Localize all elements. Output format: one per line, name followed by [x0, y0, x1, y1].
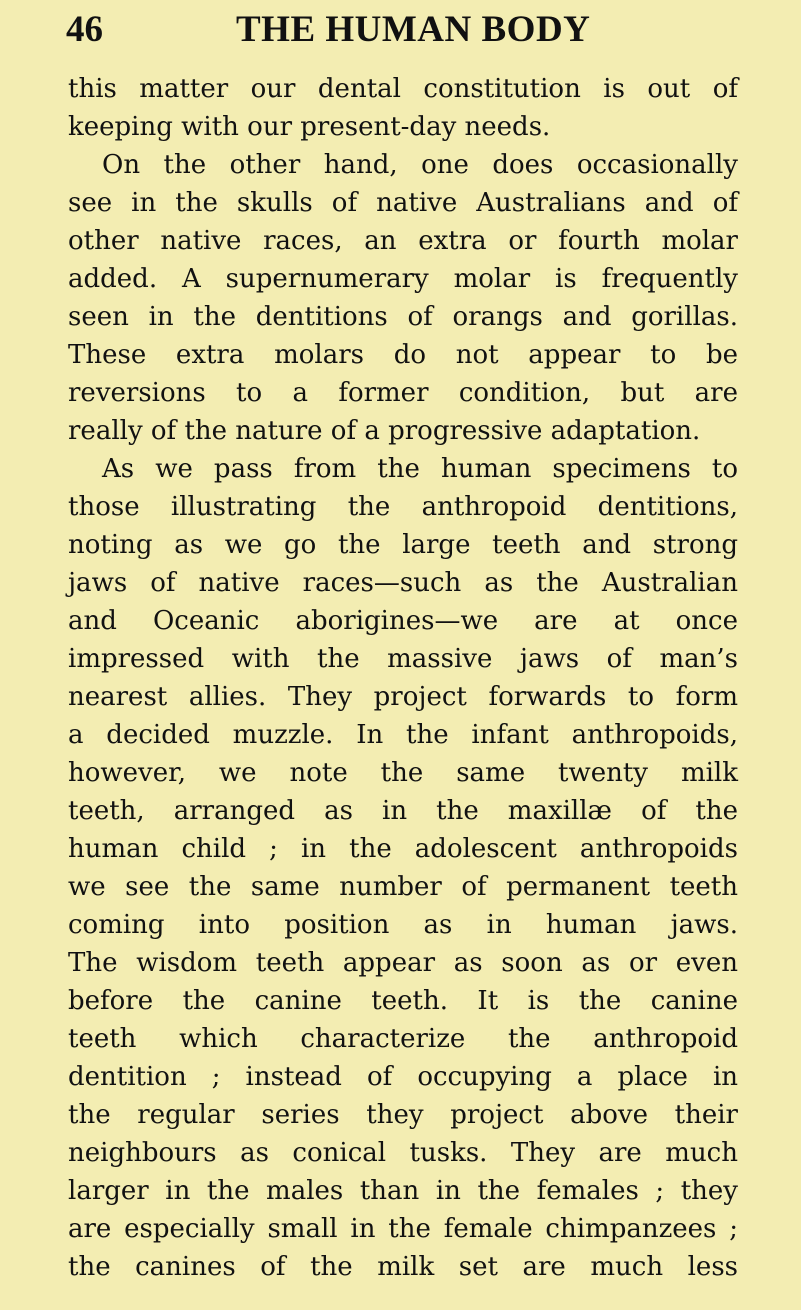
text-line: keeping with our present-day needs. [68, 112, 551, 142]
text-line: noting as we go the large teeth and strong [68, 530, 738, 560]
text-line: On the other hand, one does occasionally [102, 150, 738, 180]
text-line: are especially small in the female chimpanzees ; [68, 1214, 738, 1244]
running-title: THE HUMAN BODY [236, 9, 591, 50]
text-line: human child ; in the adolescent anthropoids [68, 834, 738, 864]
text-line: the regular series they project above their [68, 1100, 738, 1130]
text-line: The wisdom teeth appear as soon as or even [68, 948, 738, 978]
text-line: a decided muzzle. In the infant anthropoids, [68, 720, 738, 750]
text-line: These extra molars do not appear to be [68, 340, 738, 370]
text-line: reversions to a former condition, but are [68, 378, 738, 408]
text-line: impressed with the massive jaws of man’s [68, 644, 738, 674]
text-line: jaws of native races—such as the Australian [68, 568, 738, 598]
text-line: and Oceanic aborigines—we are at once [68, 606, 738, 636]
text-line: teeth, arranged as in the maxillæ of the [68, 796, 738, 826]
text-line: those illustrating the anthropoid dentitions, [68, 492, 738, 522]
text-line: really of the nature of a progressive adaptation. [68, 416, 701, 446]
text-line: the canines of the milk set are much less [68, 1252, 738, 1282]
page-header [66, 8, 746, 52]
text-line: neighbours as conical tusks. They are much [68, 1138, 738, 1168]
text-line: nearest allies. They project forwards to form [68, 682, 738, 712]
text-line: larger in the males than in the females ; they [68, 1176, 738, 1206]
text-line: see in the skulls of native Australians and of [68, 188, 738, 218]
text-line: however, we note the same twenty milk [68, 758, 738, 788]
text-line: this matter our dental constitution is out of [68, 74, 738, 104]
text-line: coming into position as in human jaws. [68, 910, 738, 940]
text-line: dentition ; instead of occupying a place in [68, 1062, 738, 1092]
text-line: seen in the dentitions of orangs and gorillas. [68, 302, 738, 332]
text-line: before the canine teeth. It is the canine [68, 986, 738, 1016]
text-line: other native races, an extra or fourth molar [68, 226, 738, 256]
text-line: As we pass from the human specimens to [102, 454, 738, 484]
page-number: 46 [66, 9, 103, 50]
text-line: teeth which characterize the anthropoid [68, 1024, 738, 1054]
text-line: added. A supernumerary molar is frequently [68, 264, 738, 294]
text-line: we see the same number of permanent teeth [68, 872, 738, 902]
body-text [68, 70, 738, 1286]
